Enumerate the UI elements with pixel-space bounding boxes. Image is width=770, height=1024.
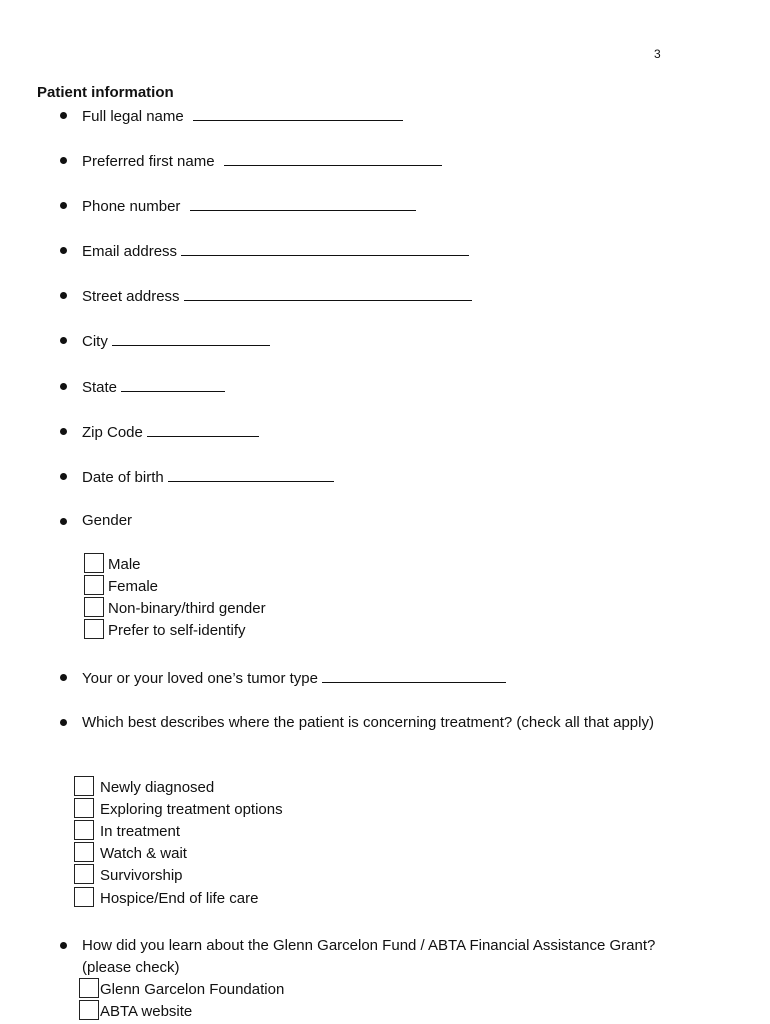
answer-line[interactable] [190, 196, 416, 211]
field-label: State [82, 379, 118, 396]
field-label: Phone number [82, 198, 181, 215]
treatment-option-newly-diagnosed: Newly diagnosed [100, 779, 215, 796]
answer-line[interactable] [322, 668, 506, 683]
bullet [60, 428, 67, 435]
phone-number-field[interactable] [82, 196, 416, 215]
answer-line[interactable] [224, 151, 442, 166]
state-field[interactable] [82, 377, 225, 396]
treatment-checkbox-watch-wait[interactable] [74, 842, 94, 862]
treatment-option-in-treatment: In treatment [100, 823, 181, 840]
treatment-checkbox-newly-diagnosed[interactable] [74, 776, 94, 796]
field-label: Date of birth [82, 469, 164, 486]
gender-checkbox-non-binary[interactable] [84, 597, 104, 617]
answer-line[interactable] [168, 467, 334, 482]
treatment-option-hospice: Hospice/End of life care [100, 890, 259, 907]
bullet [60, 202, 67, 209]
bullet [60, 292, 67, 299]
bullet [60, 247, 67, 254]
answer-line[interactable] [147, 422, 259, 437]
field-label: Zip Code [82, 424, 143, 441]
field-label: Your or your loved one’s tumor type [82, 670, 318, 687]
bullet [60, 157, 67, 164]
gender-option-non-binary: Non-binary/third gender [108, 600, 266, 617]
treatment-option-survivorship: Survivorship [100, 867, 183, 884]
treatment-option-watch-wait: Watch & wait [100, 845, 187, 862]
field-label: City [82, 333, 108, 350]
gender-checkbox-male[interactable] [84, 553, 104, 573]
treatment-question: Which best describes where the patient is concerning treatment? (check all that apply) [82, 714, 654, 731]
bullet [60, 473, 67, 480]
treatment-option-exploring: Exploring treatment options [100, 801, 283, 818]
section-title: Patient information [37, 84, 174, 101]
email-address-field[interactable] [82, 241, 469, 260]
treatment-checkbox-hospice[interactable] [74, 887, 94, 907]
zip-code-field[interactable] [82, 422, 259, 441]
source-checkbox-glenn-garcelon[interactable] [79, 978, 99, 998]
bullet [60, 674, 67, 681]
date-of-birth-field[interactable] [82, 467, 334, 486]
full-legal-name-field[interactable] [82, 106, 403, 125]
street-address-field[interactable] [82, 286, 472, 305]
bullet [60, 942, 67, 949]
field-label: Email address [82, 243, 178, 260]
source-checkbox-abta-website[interactable] [79, 1000, 99, 1020]
treatment-checkbox-survivorship[interactable] [74, 864, 94, 884]
source-question: How did you learn about the Glenn Garcelon Fund / ABTA Financial Assistance Grant? (please check) [82, 937, 656, 976]
preferred-first-name-field[interactable] [82, 151, 442, 170]
source-option-abta-website: ABTA website [100, 1003, 193, 1020]
city-field[interactable] [82, 331, 270, 350]
page-number: 3 [654, 47, 661, 61]
answer-line[interactable] [193, 106, 403, 121]
gender-checkbox-female[interactable] [84, 575, 104, 595]
gender-label: Gender [82, 512, 133, 529]
field-label: Street address [82, 288, 180, 305]
answer-line[interactable] [121, 377, 225, 392]
field-label: Preferred first name [82, 153, 215, 170]
treatment-checkbox-exploring[interactable] [74, 798, 94, 818]
source-option-glenn-garcelon: Glenn Garcelon Foundation [100, 981, 285, 998]
gender-option-male: Male [108, 556, 141, 573]
bullet [60, 383, 67, 390]
bullet [60, 719, 67, 726]
treatment-checkbox-in-treatment[interactable] [74, 820, 94, 840]
gender-checkbox-self-identify[interactable] [84, 619, 104, 639]
answer-line[interactable] [184, 286, 472, 301]
gender-option-self-identify: Prefer to self-identify [108, 622, 246, 639]
answer-line[interactable] [112, 331, 270, 346]
gender-option-female: Female [108, 578, 159, 595]
bullet [60, 112, 67, 119]
answer-line[interactable] [181, 241, 469, 256]
tumor-type-field[interactable] [82, 668, 506, 687]
bullet [60, 337, 67, 344]
field-label: Full legal name [82, 108, 184, 125]
bullet [60, 518, 67, 525]
